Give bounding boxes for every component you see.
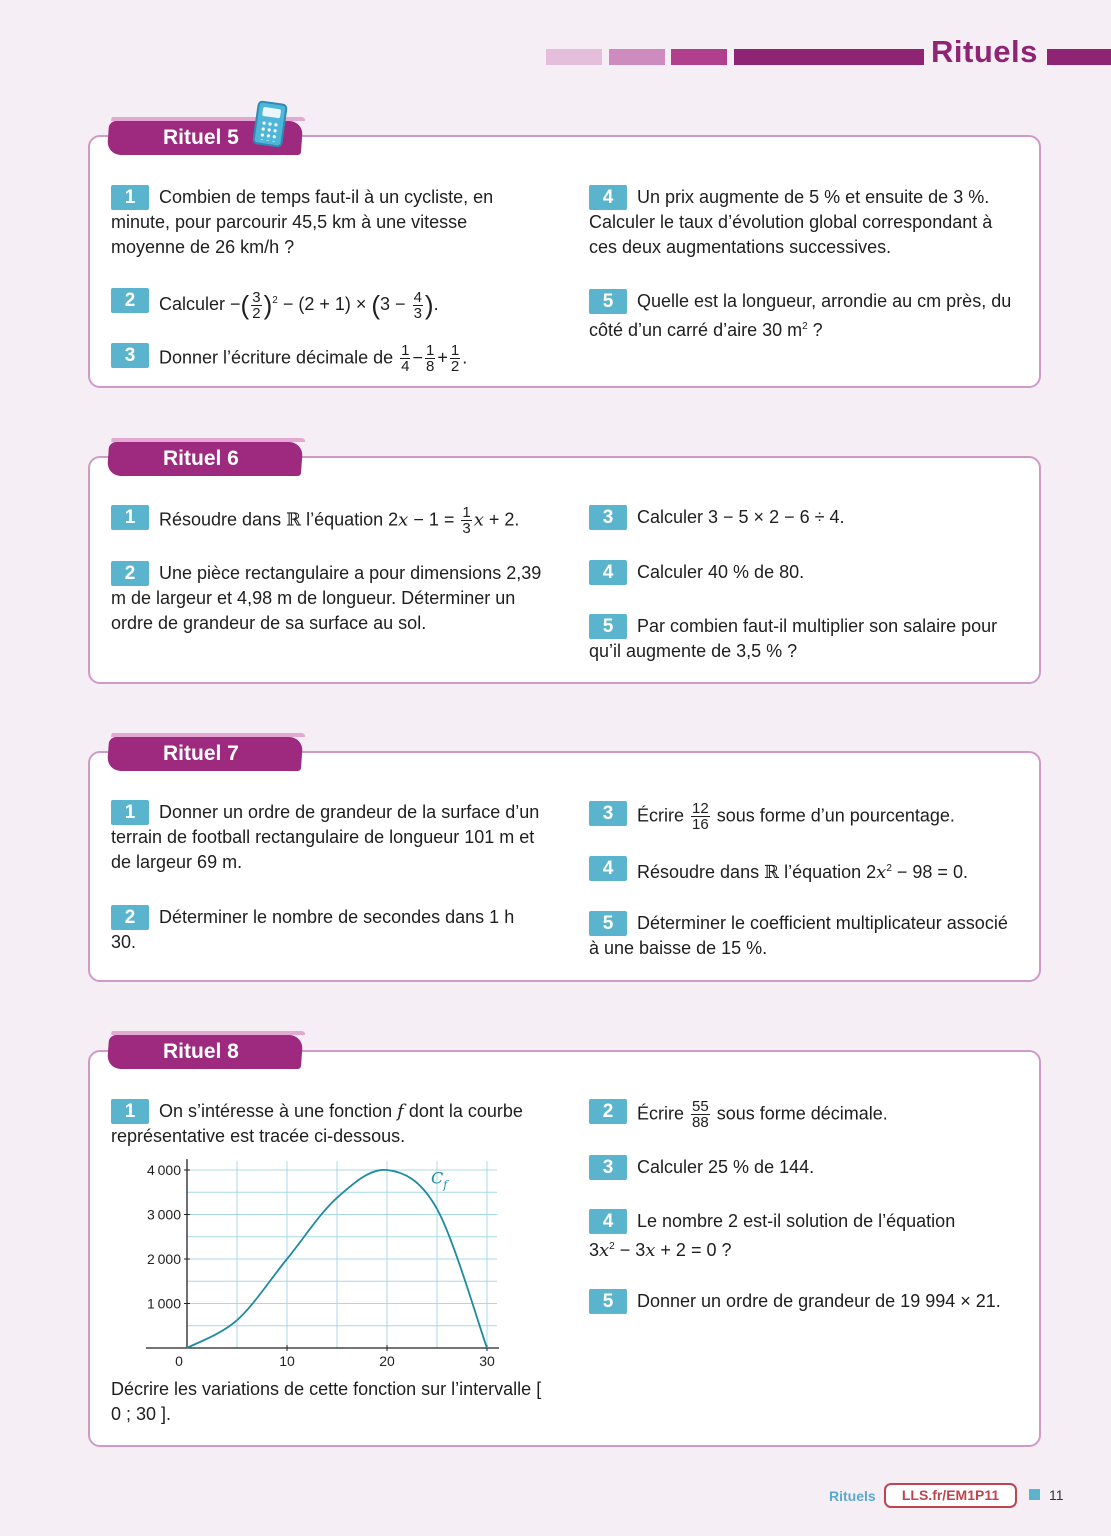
r5-question-3: 3 Donner l’écriture décimale de $\frac{1}{4}$ − $\frac{1}{8}$ + $\frac{1}{2}$ . — [111, 343, 561, 374]
r8-question-3: 3 Calculer 25 % de 144. — [589, 1155, 1019, 1180]
question-number: 5 — [589, 1289, 627, 1314]
footer-link[interactable]: LLS.fr/EM1P11 — [884, 1483, 1017, 1508]
x-tick-label: 0 — [175, 1353, 183, 1369]
r7-question-4: 4 Résoudre dans ℝ l’équation $2x^2 - 98 = 0$. — [589, 856, 1019, 885]
curve-label: $C_f$ — [431, 1168, 448, 1192]
header-bar-5 — [1047, 49, 1111, 65]
question-number: 4 — [589, 856, 627, 881]
question-number: 1 — [111, 185, 149, 210]
r8-question-5: 5 Donner un ordre de grandeur de 19 994 × 21. — [589, 1289, 1029, 1314]
header-bar-3 — [671, 49, 727, 65]
question-number: 3 — [589, 801, 627, 826]
r7-question-5: 5 Déterminer le coefficient multiplicateur associé à une baisse de 15 %. — [589, 913, 1008, 958]
r5-question-1: 1 Combien de temps faut-il à un cycliste, en minute, pour parcourir 45,5 km à une vitesse moyenne de 26 km/h ? — [111, 187, 494, 257]
question-number: 5 — [589, 614, 627, 639]
question-number: 3 — [589, 505, 627, 530]
question-number: 1 — [111, 800, 149, 825]
question-number: 1 — [111, 1099, 149, 1124]
r5-question-5: 5 Quelle est la longueur, arrondie au cm près, du côté d’un carré d’aire 30 $m^2$ ? — [589, 291, 1012, 340]
r7-question-2: 2 Déterminer le nombre de secondes dans 1 h 30. — [111, 907, 515, 952]
header-bar-1 — [546, 49, 602, 65]
page-title: Rituels — [931, 34, 1038, 69]
rituel-7-tab: Rituel 7 — [107, 737, 303, 771]
question-number: 2 — [111, 561, 149, 586]
r6-question-4: 4 Calculer 40 % de 80. — [589, 560, 1019, 585]
chart-ticks — [147, 1162, 495, 1369]
r8-question-1: 1 On s’intéresse à une fonction f dont la courbe représentative est tracée ci-dessous. — [111, 1101, 523, 1146]
y-tick-label: 3 000 — [147, 1206, 181, 1223]
question-number: 2 — [111, 288, 149, 313]
r8-question-2: 2 Écrire $\frac{55}{88}$ sous forme décimale. — [589, 1099, 1019, 1130]
chart-grid — [187, 1161, 497, 1348]
function-graph — [130, 1158, 510, 1378]
r5-question-2: 2 Calculer −( $\frac{3}{2}$ )$^2$ − (2 + 1) × (3 − $\frac{4}{3}$ ). — [111, 288, 551, 321]
r6-question-3: 3 Calculer 3 − 5 × 2 − 6 ÷ 4. — [589, 505, 1019, 530]
question-number: 3 — [589, 1155, 627, 1180]
r8-question-4: 4 Le nombre 2 est-il solution de l’équation $3x^2 - 3x + 2 = 0$ ? — [589, 1211, 956, 1261]
x-tick-label: 10 — [279, 1353, 295, 1369]
calculator-icon — [252, 100, 288, 148]
y-tick-label: 2 000 — [147, 1251, 181, 1267]
y-tick-label: 1 000 — [147, 1295, 181, 1312]
r8-question-1-followup: Décrire les variations de cette fonction sur l’intervalle [ 0 ; 30 ]. — [111, 1379, 542, 1424]
question-number: 5 — [589, 911, 627, 936]
y-tick-label: 4 000 — [147, 1162, 181, 1178]
x-tick-label: 30 — [479, 1353, 495, 1369]
header-bar-2 — [609, 49, 665, 65]
r6-question-2: 2 Une pièce rectangulaire a pour dimensions 2,39 m de largeur et 4,98 m de longueur. Déterminer un ordre de grandeur de sa surface au sol. — [111, 563, 542, 633]
question-number: 1 — [111, 505, 149, 530]
question-number: 2 — [589, 1099, 627, 1124]
x-tick-label: 20 — [379, 1353, 395, 1369]
rituel-5-tab: Rituel 5 — [107, 121, 303, 155]
r6-question-5: 5 Par combien faut-il multiplier son salaire pour qu’il augmente de 3,5 % ? — [589, 616, 998, 661]
question-number: 4 — [589, 1209, 627, 1234]
footer-section: Rituels — [829, 1488, 876, 1504]
question-number: 4 — [589, 560, 627, 585]
rituel-8-tab: Rituel 8 — [107, 1035, 303, 1069]
footer-square — [1029, 1489, 1040, 1500]
question-number: 3 — [111, 343, 149, 368]
r6-question-1: 1 Résoudre dans ℝ l’équation 2x − 1 = $\frac{1}{3}$ x + 2. — [111, 505, 561, 536]
chart-svg — [130, 1158, 510, 1373]
r5-question-4: 4 Un prix augmente de 5 % et ensuite de 3 %. Calculer le taux d’évolution global correspondant à ces deux augmentations successives. — [589, 187, 993, 257]
question-number: 2 — [111, 905, 149, 930]
r7-question-1: 1 Donner un ordre de grandeur de la surface d’un terrain de football rectangulaire de longueur 101 m et de largeur 69 m. — [111, 802, 540, 872]
question-number: 5 — [589, 289, 627, 314]
page-number: 11 — [1049, 1487, 1064, 1503]
question-number: 4 — [589, 185, 627, 210]
rituel-6-tab: Rituel 6 — [107, 442, 303, 476]
header-bar-4 — [734, 49, 924, 65]
r7-question-3: 3 Écrire $\frac{12}{16}$ sous forme d’un pourcentage. — [589, 801, 1019, 832]
